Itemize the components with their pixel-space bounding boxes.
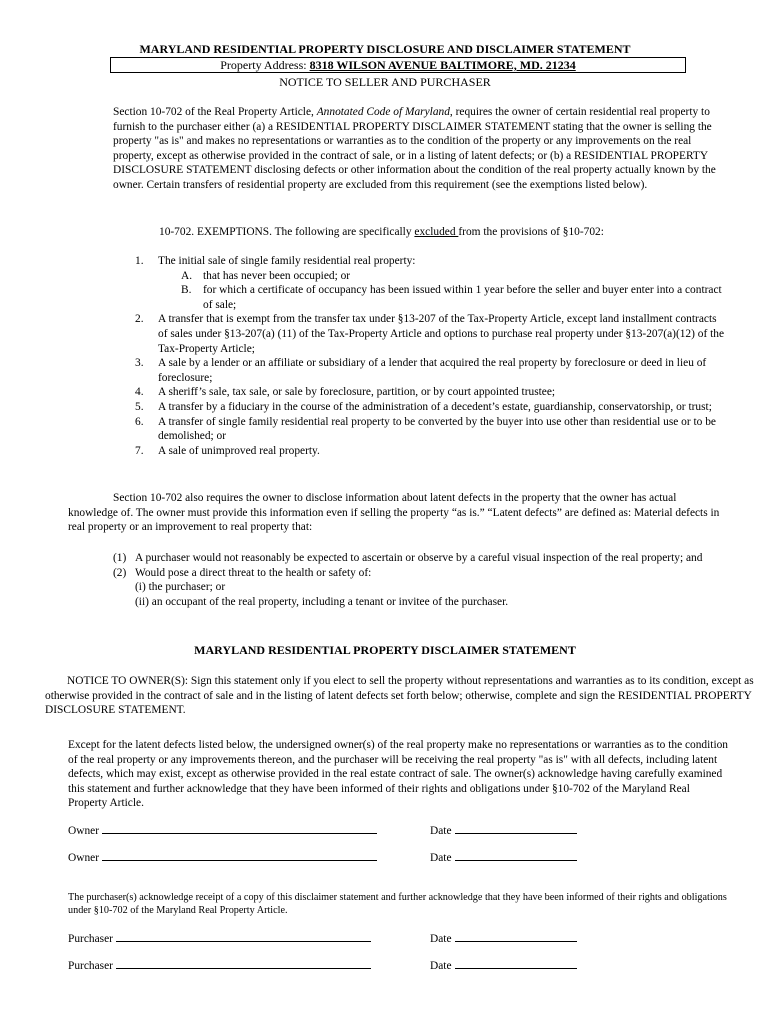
owner-signature-line-1[interactable] (68, 823, 377, 839)
notice-heading: NOTICE TO SELLER AND PURCHASER (279, 75, 491, 89)
list-item (113, 551, 728, 566)
list-item (113, 312, 728, 356)
purchaser-label: Purchaser (68, 933, 113, 945)
item-number: 7. (135, 444, 144, 457)
date-label: Date (430, 852, 452, 864)
list-item (113, 385, 728, 400)
item-text: A sale by a lender or an affiliate or subsidiary of a lender that acquired the real property by foreclosure or deed in lieu of foreclosure; (158, 357, 707, 384)
list-item (113, 283, 728, 312)
exemptions-heading-text-2: from the provisions of §10-702: (458, 226, 604, 238)
intro-code-name: Annotated Code of Maryland (316, 106, 450, 118)
owner-date-line-2[interactable] (430, 850, 577, 866)
sub-item: (ii) an occupant of the real property, including a tenant or invitee of the purchaser. (135, 595, 509, 608)
item-text: A sale of unimproved real property. (158, 444, 320, 457)
list-item (113, 400, 728, 415)
purchaser-signature-field[interactable] (116, 958, 371, 969)
owner-label: Owner (68, 852, 99, 864)
exemptions-heading (159, 225, 719, 240)
owner-notice-paragraph: NOTICE TO OWNER(S): Sign this statement only if you elect to sell the property without representations and warranties as to its condition, except as otherwise provided in the contract of sale and in the listing of latent defects set forth below; otherwise, complete and sign the RESIDENTIAL PROPERTY DISCLOSURE STATEMENT. (45, 675, 754, 717)
list-item (113, 269, 728, 284)
item-text: A transfer of single family residential real property to be converted by the buyer into use other than residential use or to be demolished; or (158, 415, 716, 443)
owner-signature-field[interactable] (102, 850, 377, 861)
item-text: A transfer that is exempt from the transfer tax under §13-207 of the Tax-Property Article, except land installment contracts of sales under §13-207(a) (11) of the Tax-Property Article and options to purchase real property under §13-207(a)(12) of the Tax-Property Article; (158, 313, 725, 355)
item-text: Would pose a direct threat to the health or safety of: (135, 566, 372, 579)
purchaser-label: Purchaser (68, 960, 113, 972)
purchaser-acknowledgement: The purchaser(s) acknowledge receipt of a copy of this disclaimer statement and further acknowledge that they have been informed of their rights and obligations under §10-702 of the Maryland Real Property Article. (68, 892, 727, 916)
item-text: for which a certificate of occupancy has been issued within 1 year before the seller and buyer enter into a contract of sale; (203, 284, 722, 311)
date-field[interactable] (455, 958, 577, 969)
item-number: 4. (135, 386, 144, 399)
date-field[interactable] (455, 850, 577, 861)
sub-item: (i) the purchaser; or (135, 581, 226, 594)
list-item (113, 415, 728, 444)
date-label: Date (430, 933, 452, 945)
owner-signature-line-2[interactable] (68, 850, 377, 866)
list-item (113, 356, 728, 385)
list-item (113, 566, 728, 581)
owner-signature-field[interactable] (102, 823, 377, 834)
disclaimer-heading: MARYLAND RESIDENTIAL PROPERTY DISCLAIMER STATEMENT (194, 643, 576, 657)
property-address-box (110, 57, 686, 73)
date-label: Date (430, 960, 452, 972)
property-address-label: Property Address: (220, 58, 310, 72)
item-number: B. (181, 284, 192, 297)
except-paragraph: Except for the latent defects listed below, the undersigned owner(s) of the real property make no representations or warranties as to the condition of the real property or any improvements thereon, and the purchaser will be receiving the real property "as is" with all defects, including latent defects, which may exist, except as otherwise provided in the real estate contract of sale. The owner(s) acknowledge having carefully examined this statement and further acknowledge that they have been informed of their rights and obligations under §10-702 of the Maryland Real Property Article. (68, 739, 729, 810)
purchaser-date-line-1[interactable] (430, 931, 577, 947)
item-number: 2. (135, 313, 144, 326)
item-text: A sheriff’s sale, tax sale, or sale by foreclosure, partition, or by court appointed trustee; (158, 386, 556, 399)
latent-defects-list (113, 551, 728, 609)
purchaser-signature-line-2[interactable] (68, 958, 371, 974)
purchaser-signature-field[interactable] (116, 931, 371, 942)
item-number: 5. (135, 400, 144, 413)
exemptions-heading-excluded: excluded (414, 226, 459, 238)
intro-text-2: , requires the owner of certain residential real property to furnish to the purchaser either (a) a RESIDENTIAL PROPERTY DISCLAIMER STATEMENT stating that the owner is selling the property "as is" and makes no representations or warranties as to the condition of the property or any improvements on the real property, except as otherwise provided in the contract of sale, or in a listing of latent defects; or (b) a RESIDENTIAL PROPERTY DISCLOSURE STATEMENT disclosing defects or other information about the condition of the real property actually known by the owner. Certain transfers of residential property are excluded from this requirement (see the exemptions listed below). (113, 106, 716, 191)
item-text: A purchaser would not reasonably be expected to ascertain or observe by a careful visual inspection of the real property; and (135, 552, 703, 564)
intro-paragraph (113, 105, 728, 193)
exemptions-heading-text-1: 10-702. EXEMPTIONS. The following are specifically (159, 226, 415, 238)
exemptions-list (113, 254, 728, 458)
item-text: that has never been occupied; or (203, 269, 351, 282)
item-text: The initial sale of single family residential real property: (158, 255, 416, 267)
date-field[interactable] (455, 931, 577, 942)
owner-date-line-1[interactable] (430, 823, 577, 839)
item-number: 6. (135, 415, 144, 428)
list-item (113, 444, 728, 459)
owner-label: Owner (68, 825, 99, 837)
latent-defects-paragraph: Section 10-702 also requires the owner to disclose information about latent defects in the property that the owner has actual knowledge of. The owner must provide this information even if selling the property “as is.” “Latent defects” are defined as: Material defects in real property or an improvement to real property that: (68, 492, 720, 534)
purchaser-date-line-2[interactable] (430, 958, 577, 974)
item-text: A transfer by a fiduciary in the course of the administration of a decedent’s estate, guardianship, conservatorship, or trust; (158, 400, 712, 413)
item-number: (2) (113, 566, 127, 579)
list-item (113, 254, 728, 269)
item-number: (1) (113, 552, 127, 564)
item-number: 3. (135, 357, 144, 370)
item-number: 1. (135, 255, 144, 267)
form-title: MARYLAND RESIDENTIAL PROPERTY DISCLOSURE AND DISCLAIMER STATEMENT (139, 42, 631, 56)
intro-text-1: Section 10-702 of the Real Property Article, (113, 106, 317, 118)
purchaser-signature-line-1[interactable] (68, 931, 371, 947)
property-address-value: 8318 WILSON AVENUE BALTIMORE, MD. 21234 (309, 58, 576, 72)
date-label: Date (430, 825, 452, 837)
date-field[interactable] (455, 823, 577, 834)
item-number: A. (181, 269, 193, 282)
